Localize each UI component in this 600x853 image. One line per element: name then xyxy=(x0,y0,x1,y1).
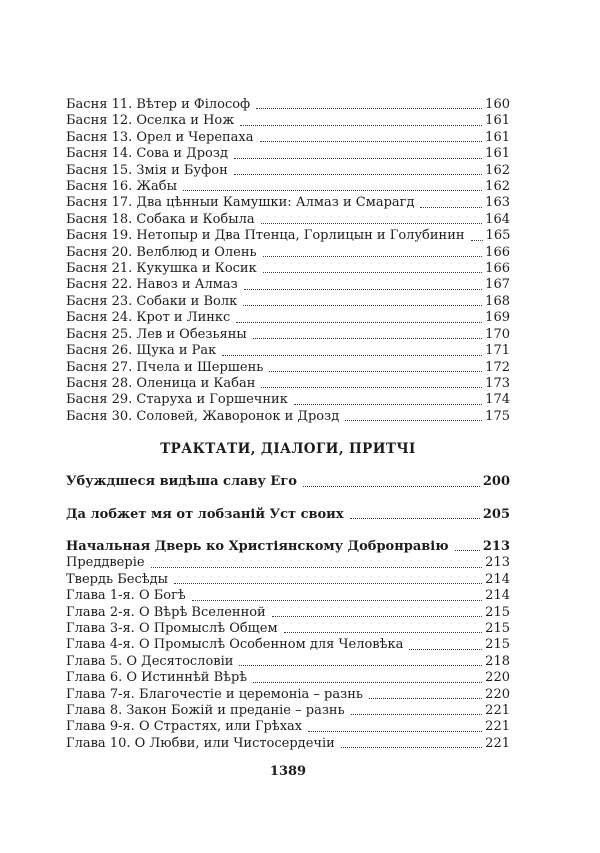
dot-leader xyxy=(256,108,482,109)
toc-entry xyxy=(66,654,510,670)
toc-entry xyxy=(66,409,510,425)
toc-entry xyxy=(66,507,510,523)
entry-title: Басня 11. Вѣтер и Філософ xyxy=(66,97,251,112)
dot-leader xyxy=(455,550,480,551)
entry-title: Глава 2-я. О Вѣрѣ Вселенной xyxy=(66,604,266,620)
toc-entry xyxy=(66,195,510,211)
entry-title: Глава 10. О Любви, или Чистосердечіи xyxy=(66,735,335,751)
entry-title: Да лобжет мя от лобзаній Уст своих xyxy=(66,506,344,522)
entry-title: Басня 30. Соловей, Жаворонок и Дрозд xyxy=(66,408,340,424)
toc-entry xyxy=(66,212,510,228)
entry-title: Басня 17. Два цѣнныи Камушки: Алмаз и Смарагд xyxy=(66,195,415,211)
entry-page-number: 221 xyxy=(485,703,510,718)
entry-title: Басня 20. Велблюд и Олень xyxy=(66,244,257,260)
entry-title: Басня 28. Оленица и Кабан xyxy=(66,375,256,391)
fables-toc-list xyxy=(66,97,510,425)
entry-page-number: 170 xyxy=(485,326,510,342)
toc-entry xyxy=(66,310,510,326)
toc-entry xyxy=(66,277,510,293)
entry-page-number: 174 xyxy=(485,392,510,408)
entry-title: Басня 23. Собаки и Волк xyxy=(66,293,238,309)
entry-title: Глава 1-я. О Богѣ xyxy=(66,588,186,604)
dot-leader xyxy=(345,420,482,421)
dot-leader xyxy=(234,158,482,159)
toc-entry xyxy=(66,703,510,719)
toc-entry xyxy=(66,327,510,343)
dot-leader xyxy=(236,322,482,323)
dot-leader xyxy=(243,305,482,306)
dot-leader xyxy=(294,404,482,405)
entry-page-number: 213 xyxy=(485,555,510,571)
entry-title: Начальная Дверь ко Христіянскому Добронравію xyxy=(66,538,449,554)
entry-page-number: 215 xyxy=(485,604,510,620)
toc-entry xyxy=(66,130,510,146)
toc-entry xyxy=(66,539,510,555)
entry-page-number: 205 xyxy=(482,506,510,522)
entry-title: Басня 12. Оселка и Нож xyxy=(66,113,235,129)
entry-title: Басня 25. Лев и Обезьяны xyxy=(66,326,247,342)
dot-leader xyxy=(151,567,483,568)
entry-page-number: 214 xyxy=(485,571,510,587)
entry-title: Басня 29. Старуха и Горшечник xyxy=(66,392,288,408)
toc-entry xyxy=(66,719,510,735)
entry-page-number: 214 xyxy=(485,588,510,604)
entry-title: Басня 24. Крот и Линкс xyxy=(66,310,231,326)
dot-leader xyxy=(261,223,483,224)
toc-entry xyxy=(66,245,510,261)
dot-leader xyxy=(234,174,482,175)
dot-leader xyxy=(240,125,482,126)
entry-title: Глава 6. О Истиннѣй Вѣрѣ xyxy=(66,670,248,686)
dot-leader xyxy=(351,714,483,715)
entry-page-number: 215 xyxy=(485,620,510,636)
dot-leader xyxy=(272,616,482,617)
entry-title: Басня 19. Нетопыр и Два Птенца, Горлицын и Голубинин xyxy=(66,228,465,244)
dot-leader xyxy=(244,289,482,290)
dot-leader xyxy=(192,600,482,601)
dot-leader xyxy=(409,649,482,650)
entry-page-number: 164 xyxy=(485,211,510,227)
entry-page-number: 161 xyxy=(485,146,510,162)
toc-entry xyxy=(66,392,510,408)
dot-leader xyxy=(174,583,482,584)
toc-entry xyxy=(66,572,510,588)
entry-title: Убуждшеся видѣша славу Его xyxy=(66,474,297,490)
entry-page-number: 218 xyxy=(485,653,510,669)
entry-page-number: 200 xyxy=(482,474,510,490)
entry-page-number: 167 xyxy=(485,277,510,293)
entry-page-number: 220 xyxy=(485,670,510,686)
entry-page-number: 161 xyxy=(485,113,510,129)
entry-page-number: 171 xyxy=(485,343,510,359)
entry-title: Глава 7-я. Благочестіе и церемоніа – разнь xyxy=(66,686,363,702)
toc-entry xyxy=(66,637,510,653)
entry-page-number: 173 xyxy=(485,375,510,391)
toc-entry xyxy=(66,687,510,703)
entry-title: Басня 15. Змія и Буфон xyxy=(66,162,228,178)
entry-page-number: 169 xyxy=(485,310,510,326)
dot-leader xyxy=(303,486,480,487)
dot-leader xyxy=(253,682,482,683)
entry-page-number: 166 xyxy=(485,261,510,277)
toc-entry xyxy=(66,621,510,637)
toc-entry xyxy=(66,179,510,195)
entry-page-number: 162 xyxy=(485,162,510,178)
entry-page-number: 221 xyxy=(485,719,510,735)
entry-title: Басня 16. Жабы xyxy=(66,179,177,195)
toc-entry xyxy=(66,736,510,752)
toc-entry xyxy=(66,228,510,244)
entry-title: Басня 26. Щука и Рак xyxy=(66,343,217,359)
entry-title: Басня 18. Собака и Кобыла xyxy=(66,211,255,227)
dot-leader xyxy=(239,665,482,666)
entry-title: Преддверіе xyxy=(66,555,145,571)
dot-leader xyxy=(420,207,482,208)
dot-leader xyxy=(341,747,482,748)
folio-page-number: 1389 xyxy=(269,764,307,780)
entry-page-number: 168 xyxy=(485,293,510,309)
section-heading: ТРАКТАТИ, ДІАЛОГИ, ПРИТЧІ xyxy=(160,441,416,458)
entry-page-number: 160 xyxy=(485,97,510,112)
toc-entry xyxy=(66,261,510,277)
entry-page-number: 220 xyxy=(485,686,510,702)
entry-title: Глава 5. О Десятословіи xyxy=(66,653,234,669)
entry-title: Твердь Бесѣды xyxy=(66,571,168,587)
dot-leader xyxy=(308,731,482,732)
entry-page-number: 175 xyxy=(485,408,510,424)
dot-leader xyxy=(471,240,483,241)
toc-entry xyxy=(66,163,510,179)
entry-page-number: 165 xyxy=(485,228,511,244)
entry-page-number: 172 xyxy=(485,359,510,375)
entry-title: Басня 21. Кукушка и Косик xyxy=(66,261,257,277)
toc-entry xyxy=(66,360,510,376)
entry-page-number: 166 xyxy=(485,244,510,260)
toc-entry xyxy=(66,474,510,490)
entry-title: Глава 3-я. О Промыслѣ Общем xyxy=(66,620,278,636)
entry-page-number: 213 xyxy=(482,538,510,554)
treatises-toc-list xyxy=(66,474,510,752)
toc-entry xyxy=(66,605,510,621)
dot-leader xyxy=(263,272,482,273)
dot-leader xyxy=(260,141,483,142)
dot-leader xyxy=(350,518,480,519)
entry-page-number: 163 xyxy=(485,195,510,211)
entry-title: Глава 8. Закон Божій и преданіе – разнь xyxy=(66,703,345,718)
entry-page-number: 215 xyxy=(485,637,510,653)
entry-title: Глава 9-я. О Страстях, или Грѣхах xyxy=(66,719,303,735)
toc-entry xyxy=(66,376,510,392)
dot-leader xyxy=(253,338,482,339)
toc-entry xyxy=(66,113,510,129)
toc-entry xyxy=(66,146,510,162)
dot-leader xyxy=(183,190,482,191)
dot-leader xyxy=(261,387,482,388)
entry-page-number: 161 xyxy=(485,129,510,145)
dot-leader xyxy=(369,698,482,699)
toc-entry xyxy=(66,588,510,604)
entry-title: Басня 13. Орел и Черепаха xyxy=(66,129,254,145)
toc-entry xyxy=(66,97,510,113)
dot-leader xyxy=(269,371,482,372)
entry-title: Басня 27. Пчела и Шершень xyxy=(66,359,264,375)
dot-leader xyxy=(263,256,483,257)
dot-leader xyxy=(222,355,482,356)
toc-entry xyxy=(66,343,510,359)
entry-title: Басня 22. Навоз и Алмаз xyxy=(66,277,238,293)
toc-entry xyxy=(66,555,510,571)
toc-entry xyxy=(66,294,510,310)
entry-title: Глава 4-я. О Промыслѣ Особенном для Человѣка xyxy=(66,637,404,653)
entry-title: Басня 14. Сова и Дрозд xyxy=(66,146,228,162)
toc-entry xyxy=(66,670,510,686)
entry-page-number: 221 xyxy=(485,735,510,751)
dot-leader xyxy=(284,632,483,633)
entry-page-number: 162 xyxy=(485,179,510,195)
